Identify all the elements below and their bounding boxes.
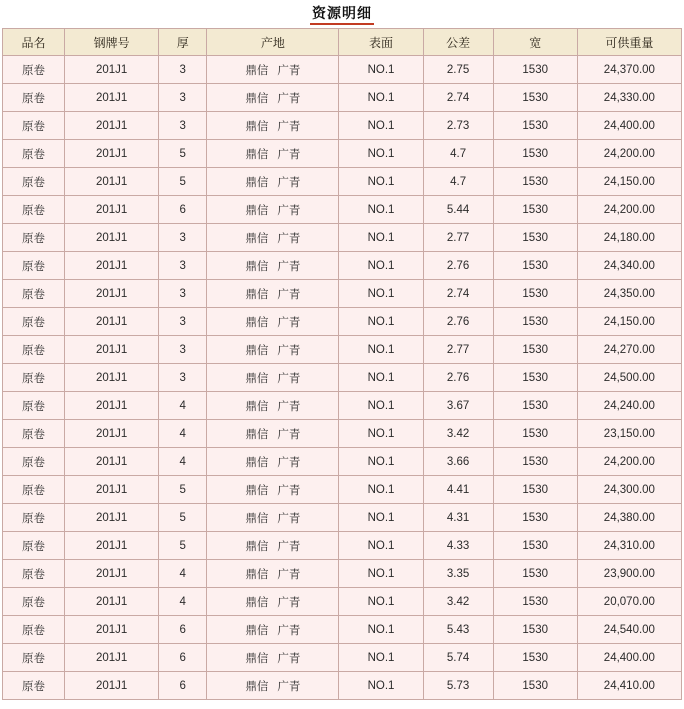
table-cell: NO.1 bbox=[339, 196, 423, 224]
table-cell: 3 bbox=[159, 252, 207, 280]
table-cell: 1530 bbox=[493, 532, 577, 560]
table-cell: 201J1 bbox=[65, 448, 159, 476]
column-header[interactable]: 表面 bbox=[339, 29, 423, 56]
table-cell: 4.7 bbox=[423, 140, 493, 168]
table-row[interactable] bbox=[3, 308, 682, 336]
table-cell: 3.66 bbox=[423, 448, 493, 476]
table-cell: 鼎信 广青 bbox=[207, 308, 339, 336]
table-cell: 3.42 bbox=[423, 588, 493, 616]
table-cell: 原卷 bbox=[3, 84, 65, 112]
table-cell: 23,150.00 bbox=[577, 420, 681, 448]
table-row[interactable] bbox=[3, 644, 682, 672]
table-row[interactable] bbox=[3, 448, 682, 476]
table-cell: 1530 bbox=[493, 336, 577, 364]
table-cell: 原卷 bbox=[3, 224, 65, 252]
table-cell: NO.1 bbox=[339, 252, 423, 280]
table-row[interactable] bbox=[3, 392, 682, 420]
table-cell: 201J1 bbox=[65, 252, 159, 280]
column-header[interactable]: 品名 bbox=[3, 29, 65, 56]
table-cell: 鼎信 广青 bbox=[207, 112, 339, 140]
table-cell: 鼎信 广青 bbox=[207, 196, 339, 224]
table-cell: 24,240.00 bbox=[577, 392, 681, 420]
table-row[interactable] bbox=[3, 420, 682, 448]
table-cell: 4 bbox=[159, 588, 207, 616]
table-cell: 6 bbox=[159, 672, 207, 700]
table-cell: 5.43 bbox=[423, 616, 493, 644]
table-cell: 鼎信 广青 bbox=[207, 476, 339, 504]
table-cell: 1530 bbox=[493, 364, 577, 392]
table-cell: NO.1 bbox=[339, 308, 423, 336]
table-cell: 201J1 bbox=[65, 504, 159, 532]
table-row[interactable] bbox=[3, 616, 682, 644]
table-cell: 201J1 bbox=[65, 56, 159, 84]
table-cell: 1530 bbox=[493, 476, 577, 504]
table-header-row bbox=[3, 29, 682, 56]
table-cell: 5 bbox=[159, 504, 207, 532]
table-cell: NO.1 bbox=[339, 112, 423, 140]
table-cell: 鼎信 广青 bbox=[207, 672, 339, 700]
table-cell: NO.1 bbox=[339, 420, 423, 448]
table-cell: 201J1 bbox=[65, 420, 159, 448]
table-cell: 原卷 bbox=[3, 504, 65, 532]
table-cell: 1530 bbox=[493, 644, 577, 672]
table-cell: 201J1 bbox=[65, 280, 159, 308]
table-cell: 24,410.00 bbox=[577, 672, 681, 700]
table-cell: 原卷 bbox=[3, 616, 65, 644]
column-header[interactable]: 产地 bbox=[207, 29, 339, 56]
table-row[interactable] bbox=[3, 224, 682, 252]
table-cell: 201J1 bbox=[65, 392, 159, 420]
column-header[interactable]: 宽 bbox=[493, 29, 577, 56]
table-row[interactable] bbox=[3, 280, 682, 308]
table-body bbox=[3, 56, 682, 700]
table-cell: 24,200.00 bbox=[577, 140, 681, 168]
table-cell: 201J1 bbox=[65, 168, 159, 196]
table-cell: NO.1 bbox=[339, 168, 423, 196]
table-cell: 4.7 bbox=[423, 168, 493, 196]
table-cell: 2.77 bbox=[423, 224, 493, 252]
table-cell: 原卷 bbox=[3, 140, 65, 168]
table-cell: 201J1 bbox=[65, 560, 159, 588]
table-cell: 2.74 bbox=[423, 84, 493, 112]
table-cell: 2.73 bbox=[423, 112, 493, 140]
table-cell: 24,310.00 bbox=[577, 532, 681, 560]
table-row[interactable] bbox=[3, 672, 682, 700]
table-cell: 鼎信 广青 bbox=[207, 560, 339, 588]
table-cell: 原卷 bbox=[3, 588, 65, 616]
table-row[interactable] bbox=[3, 532, 682, 560]
table-cell: 原卷 bbox=[3, 392, 65, 420]
table-cell: 原卷 bbox=[3, 112, 65, 140]
table-cell: 5 bbox=[159, 168, 207, 196]
table-cell: NO.1 bbox=[339, 392, 423, 420]
table-cell: 201J1 bbox=[65, 224, 159, 252]
table-cell: NO.1 bbox=[339, 448, 423, 476]
table-cell: 3 bbox=[159, 224, 207, 252]
table-cell: 3 bbox=[159, 280, 207, 308]
table-cell: 鼎信 广青 bbox=[207, 252, 339, 280]
column-header[interactable]: 钢牌号 bbox=[65, 29, 159, 56]
table-cell: 4 bbox=[159, 420, 207, 448]
table-cell: 1530 bbox=[493, 504, 577, 532]
table-cell: 4.41 bbox=[423, 476, 493, 504]
table-row[interactable] bbox=[3, 364, 682, 392]
table-cell: 鼎信 广青 bbox=[207, 224, 339, 252]
table-cell: 201J1 bbox=[65, 672, 159, 700]
table-cell: 24,200.00 bbox=[577, 448, 681, 476]
table-cell: 1530 bbox=[493, 168, 577, 196]
table-cell: 6 bbox=[159, 644, 207, 672]
table-cell: NO.1 bbox=[339, 364, 423, 392]
table-cell: 原卷 bbox=[3, 168, 65, 196]
table-cell: 1530 bbox=[493, 140, 577, 168]
table-cell: 鼎信 广青 bbox=[207, 336, 339, 364]
table-cell: 4 bbox=[159, 392, 207, 420]
table-cell: 1530 bbox=[493, 196, 577, 224]
table-cell: 鼎信 广青 bbox=[207, 84, 339, 112]
table-cell: 1530 bbox=[493, 252, 577, 280]
table-cell: 2.76 bbox=[423, 252, 493, 280]
table-cell: 1530 bbox=[493, 56, 577, 84]
table-row[interactable] bbox=[3, 112, 682, 140]
table-cell: 3 bbox=[159, 84, 207, 112]
table-cell: 原卷 bbox=[3, 336, 65, 364]
table-cell: 24,180.00 bbox=[577, 224, 681, 252]
table-cell: NO.1 bbox=[339, 336, 423, 364]
table-cell: 原卷 bbox=[3, 532, 65, 560]
table-cell: 5.74 bbox=[423, 644, 493, 672]
table-cell: 原卷 bbox=[3, 364, 65, 392]
table-cell: 3.67 bbox=[423, 392, 493, 420]
table-cell: 3 bbox=[159, 364, 207, 392]
table-cell: 201J1 bbox=[65, 476, 159, 504]
page-title-container bbox=[0, 0, 684, 28]
table-cell: NO.1 bbox=[339, 224, 423, 252]
table-cell: 5.44 bbox=[423, 196, 493, 224]
table-cell: 原卷 bbox=[3, 308, 65, 336]
table-cell: 原卷 bbox=[3, 252, 65, 280]
table-cell: 3 bbox=[159, 336, 207, 364]
table-cell: 201J1 bbox=[65, 140, 159, 168]
table-cell: 1530 bbox=[493, 280, 577, 308]
table-cell: 201J1 bbox=[65, 616, 159, 644]
table-cell: 201J1 bbox=[65, 336, 159, 364]
table-row[interactable] bbox=[3, 168, 682, 196]
table-cell: 24,200.00 bbox=[577, 196, 681, 224]
table-cell: NO.1 bbox=[339, 644, 423, 672]
table-cell: 3 bbox=[159, 112, 207, 140]
table-cell: 3.42 bbox=[423, 420, 493, 448]
table-cell: 201J1 bbox=[65, 84, 159, 112]
table-row[interactable] bbox=[3, 140, 682, 168]
table-row[interactable] bbox=[3, 336, 682, 364]
table-cell: 1530 bbox=[493, 616, 577, 644]
table-row[interactable] bbox=[3, 56, 682, 84]
table-header bbox=[3, 29, 682, 56]
table-cell: 2.74 bbox=[423, 280, 493, 308]
table-cell: NO.1 bbox=[339, 588, 423, 616]
table-cell: 鼎信 广青 bbox=[207, 280, 339, 308]
table-cell: 4.31 bbox=[423, 504, 493, 532]
table-row[interactable] bbox=[3, 196, 682, 224]
table-cell: 201J1 bbox=[65, 588, 159, 616]
table-cell: 原卷 bbox=[3, 672, 65, 700]
table-cell: 24,340.00 bbox=[577, 252, 681, 280]
table-cell: 5 bbox=[159, 532, 207, 560]
table-cell: 201J1 bbox=[65, 196, 159, 224]
table-cell: 原卷 bbox=[3, 56, 65, 84]
table-cell: 6 bbox=[159, 196, 207, 224]
table-cell: 鼎信 广青 bbox=[207, 532, 339, 560]
table-cell: 1530 bbox=[493, 560, 577, 588]
table-cell: 鼎信 广青 bbox=[207, 140, 339, 168]
table-cell: 原卷 bbox=[3, 420, 65, 448]
table-cell: 4.33 bbox=[423, 532, 493, 560]
table-cell: 原卷 bbox=[3, 644, 65, 672]
table-cell: 1530 bbox=[493, 84, 577, 112]
table-cell: 原卷 bbox=[3, 280, 65, 308]
table-cell: NO.1 bbox=[339, 84, 423, 112]
table-cell: 4 bbox=[159, 448, 207, 476]
resource-detail-table bbox=[2, 28, 682, 700]
page-title: 资源明细 bbox=[310, 4, 374, 25]
table-cell: NO.1 bbox=[339, 532, 423, 560]
table-cell: NO.1 bbox=[339, 280, 423, 308]
table-cell: 鼎信 广青 bbox=[207, 168, 339, 196]
table-cell: 5 bbox=[159, 476, 207, 504]
table-cell: 24,500.00 bbox=[577, 364, 681, 392]
table-cell: 23,900.00 bbox=[577, 560, 681, 588]
table-cell: 24,400.00 bbox=[577, 112, 681, 140]
table-cell: NO.1 bbox=[339, 504, 423, 532]
table-cell: 24,330.00 bbox=[577, 84, 681, 112]
table-cell: 5 bbox=[159, 140, 207, 168]
table-cell: 201J1 bbox=[65, 308, 159, 336]
table-cell: 2.76 bbox=[423, 364, 493, 392]
table-cell: 2.76 bbox=[423, 308, 493, 336]
table-cell: NO.1 bbox=[339, 56, 423, 84]
table-cell: 鼎信 广青 bbox=[207, 56, 339, 84]
table-cell: 原卷 bbox=[3, 560, 65, 588]
table-cell: 3 bbox=[159, 56, 207, 84]
table-cell: 20,070.00 bbox=[577, 588, 681, 616]
table-cell: 24,350.00 bbox=[577, 280, 681, 308]
table-row[interactable] bbox=[3, 476, 682, 504]
table-cell: 2.75 bbox=[423, 56, 493, 84]
table-cell: 24,540.00 bbox=[577, 616, 681, 644]
table-row[interactable] bbox=[3, 588, 682, 616]
table-cell: 24,370.00 bbox=[577, 56, 681, 84]
table-cell: 1530 bbox=[493, 588, 577, 616]
table-cell: 24,400.00 bbox=[577, 644, 681, 672]
table-row[interactable] bbox=[3, 252, 682, 280]
table-cell: 鼎信 广青 bbox=[207, 420, 339, 448]
table-cell: 鼎信 广青 bbox=[207, 364, 339, 392]
table-cell: 4 bbox=[159, 560, 207, 588]
table-cell: 24,150.00 bbox=[577, 308, 681, 336]
table-row[interactable] bbox=[3, 84, 682, 112]
table-cell: 1530 bbox=[493, 448, 577, 476]
table-cell: 6 bbox=[159, 616, 207, 644]
table-cell: 201J1 bbox=[65, 532, 159, 560]
column-header[interactable]: 公差 bbox=[423, 29, 493, 56]
table-cell: 1530 bbox=[493, 392, 577, 420]
table-cell: 1530 bbox=[493, 420, 577, 448]
table-row[interactable] bbox=[3, 560, 682, 588]
table-cell: 鼎信 广青 bbox=[207, 616, 339, 644]
table-cell: NO.1 bbox=[339, 140, 423, 168]
table-cell: 24,270.00 bbox=[577, 336, 681, 364]
table-cell: 3.35 bbox=[423, 560, 493, 588]
table-cell: NO.1 bbox=[339, 672, 423, 700]
table-cell: 24,150.00 bbox=[577, 168, 681, 196]
table-cell: 201J1 bbox=[65, 644, 159, 672]
table-cell: 5.73 bbox=[423, 672, 493, 700]
table-cell: 鼎信 广青 bbox=[207, 504, 339, 532]
table-cell: NO.1 bbox=[339, 616, 423, 644]
table-cell: 原卷 bbox=[3, 476, 65, 504]
table-cell: 鼎信 广青 bbox=[207, 448, 339, 476]
table-cell: 1530 bbox=[493, 672, 577, 700]
table-cell: NO.1 bbox=[339, 560, 423, 588]
table-cell: 1530 bbox=[493, 308, 577, 336]
table-cell: 鼎信 广青 bbox=[207, 392, 339, 420]
table-cell: 1530 bbox=[493, 112, 577, 140]
table-cell: 原卷 bbox=[3, 448, 65, 476]
table-cell: 2.77 bbox=[423, 336, 493, 364]
table-cell: 鼎信 广青 bbox=[207, 644, 339, 672]
table-cell: 原卷 bbox=[3, 196, 65, 224]
table-cell: 24,300.00 bbox=[577, 476, 681, 504]
table-cell: 3 bbox=[159, 308, 207, 336]
table-cell: 鼎信 广青 bbox=[207, 588, 339, 616]
table-row[interactable] bbox=[3, 504, 682, 532]
table-cell: 201J1 bbox=[65, 364, 159, 392]
table-cell: 1530 bbox=[493, 224, 577, 252]
column-header[interactable]: 可供重量 bbox=[577, 29, 681, 56]
table-cell: 24,380.00 bbox=[577, 504, 681, 532]
table-cell: 201J1 bbox=[65, 112, 159, 140]
column-header[interactable]: 厚 bbox=[159, 29, 207, 56]
table-cell: NO.1 bbox=[339, 476, 423, 504]
